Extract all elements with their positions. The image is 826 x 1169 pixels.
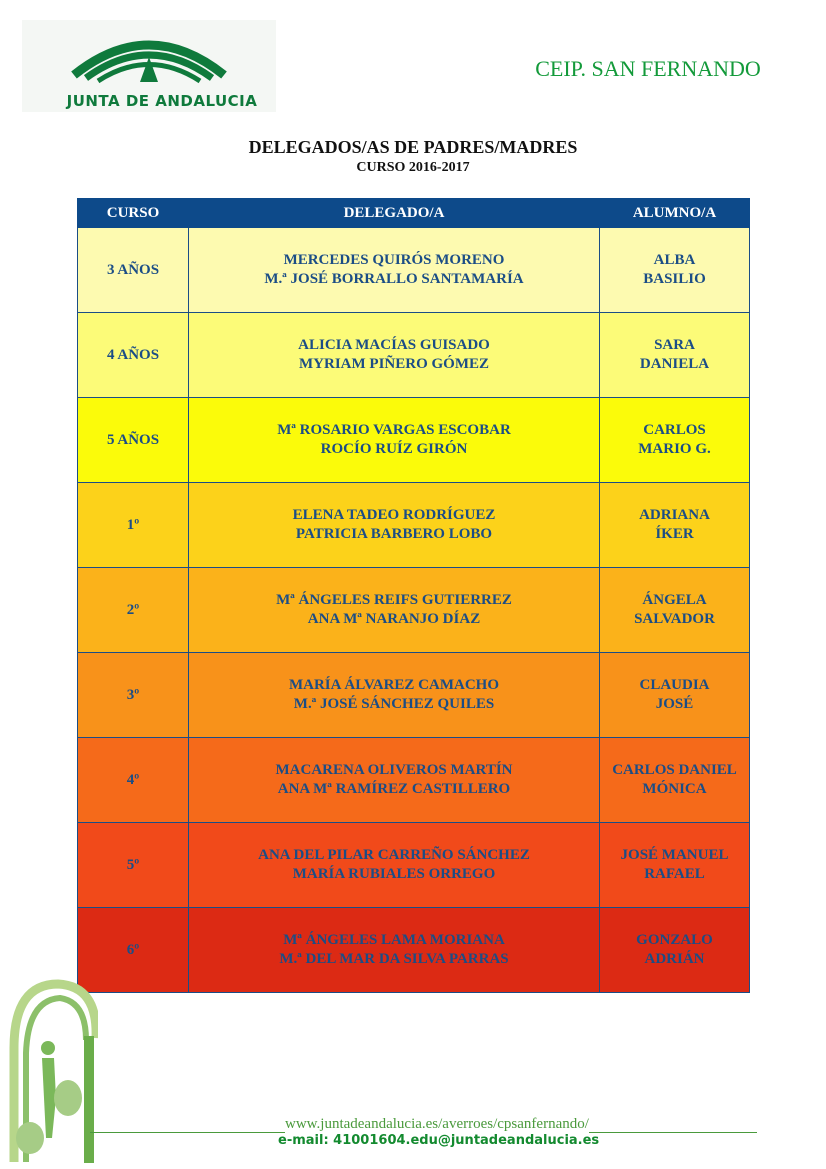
delegado-name: Mª ÁNGELES REIFS GUTIERREZ: [276, 592, 512, 608]
delegado-name: M.ª JOSÉ SÁNCHEZ QUILES: [293, 696, 495, 712]
document-title: DELEGADOS/AS DE PADRES/MADRES: [248, 137, 578, 157]
table-row: [78, 228, 750, 313]
school-name: CEIP. SAN FERNANDO: [535, 56, 761, 81]
alumno-name: ÁNGELA: [642, 592, 707, 608]
alumno-cell: [600, 568, 750, 653]
table-row: [78, 483, 750, 568]
delegado-cell: [189, 738, 600, 823]
column-header-delegado: DELEGADO/A: [189, 199, 600, 228]
alumno-name: SARA: [654, 337, 695, 353]
alumno-name: ÍKER: [655, 526, 694, 542]
curso-cell: 1º: [78, 483, 189, 568]
alumno-name: CARLOS: [643, 422, 706, 438]
alumno-cell: [600, 738, 750, 823]
alumno-cell: [600, 908, 750, 993]
delegado-name: ANA Mª RAMÍREZ CASTILLERO: [277, 781, 511, 797]
delegado-name: ALICIA MACÍAS GUISADO: [298, 337, 490, 353]
column-header-alumno: ALUMNO/A: [600, 199, 750, 228]
table-row: [78, 398, 750, 483]
delegado-name: Mª ROSARIO VARGAS ESCOBAR: [277, 422, 511, 438]
delegado-name: ANA DEL PILAR CARREÑO SÁNCHEZ: [258, 847, 530, 863]
delegado-name: MARÍA ÁLVAREZ CAMACHO: [288, 677, 500, 693]
table-row: [78, 823, 750, 908]
delegado-name: M.ª JOSÉ BORRALLO SANTAMARÍA: [264, 271, 524, 287]
table-row: [78, 313, 750, 398]
footer-url-text[interactable]: www.juntadeandalucia.es/averroes/cpsanfernando/: [285, 1116, 589, 1132]
alumno-cell: [600, 228, 750, 313]
delegado-name: ANA Mª NARANJO DÍAZ: [307, 611, 481, 627]
alumno-name: MARIO G.: [638, 441, 711, 457]
delegado-name: ROCÍO RUÍZ GIRÓN: [320, 441, 468, 457]
delegado-cell: [189, 908, 600, 993]
alumno-name: RAFAEL: [644, 866, 705, 882]
delegado-name: ELENA TADEO RODRÍGUEZ: [292, 507, 496, 523]
alumno-name: SALVADOR: [634, 611, 715, 627]
delegado-cell: [189, 398, 600, 483]
delegado-name: M.ª DEL MAR DA SILVA PARRAS: [279, 951, 509, 967]
delegado-cell: [189, 823, 600, 908]
delegado-name: MYRIAM PIÑERO GÓMEZ: [299, 356, 489, 372]
alumno-cell: [600, 398, 750, 483]
alumno-name: MÓNICA: [642, 781, 707, 797]
curso-cell: 3 AÑOS: [78, 228, 189, 313]
curso-cell: 6º: [78, 908, 189, 993]
alumno-name: BASILIO: [643, 271, 706, 287]
table-row: [78, 568, 750, 653]
logo-text: JUNTA DE ANDALUCIA: [66, 92, 258, 110]
column-header-curso: CURSO: [78, 199, 189, 228]
delegado-name: MARÍA RUBIALES ORREGO: [292, 866, 496, 882]
alumno-name: ALBA: [653, 252, 696, 268]
alumno-name: DANIELA: [639, 356, 710, 372]
footer-url[interactable]: [90, 1116, 790, 1133]
delegado-cell: [189, 568, 600, 653]
delegado-cell: [189, 483, 600, 568]
curso-cell: 4 AÑOS: [78, 313, 189, 398]
alumno-cell: [600, 823, 750, 908]
curso-cell: 3º: [78, 653, 189, 738]
table-row: [78, 738, 750, 823]
delegado-name: MACARENA OLIVEROS MARTÍN: [275, 762, 513, 778]
footer-email[interactable]: e-mail: 41001604.edu@juntadeandalucia.es: [278, 1133, 600, 1148]
table-row: [78, 653, 750, 738]
delegado-name: PATRICIA BARBERO LOBO: [295, 526, 493, 542]
alumno-name: GONZALO: [636, 932, 713, 948]
junta-andalucia-logo: [22, 20, 276, 112]
alumno-name: ADRIANA: [639, 507, 710, 523]
footer-rule-left: [90, 1131, 285, 1133]
hercules-lions-emblem-icon: [8, 978, 98, 1163]
curso-cell: 5 AÑOS: [78, 398, 189, 483]
alumno-name: CARLOS DANIEL: [612, 762, 737, 778]
curso-cell: 4º: [78, 738, 189, 823]
alumno-name: CLAUDIA: [639, 677, 710, 693]
table-header-row: [78, 199, 750, 228]
alumno-name: JOSÉ MANUEL: [620, 847, 729, 863]
delegado-cell: [189, 653, 600, 738]
footer-rule-right: [589, 1131, 757, 1133]
delegado-name: Mª ÁNGELES LAMA MORIANA: [283, 932, 505, 948]
table-row: [78, 908, 750, 993]
alumno-cell: [600, 483, 750, 568]
alumno-name: JOSÉ: [655, 696, 694, 712]
curso-cell: 5º: [78, 823, 189, 908]
delegado-cell: [189, 228, 600, 313]
document-subtitle: CURSO 2016-2017: [356, 160, 470, 175]
curso-cell: 2º: [78, 568, 189, 653]
alumno-cell: [600, 313, 750, 398]
delegates-table: [77, 198, 750, 993]
delegado-cell: [189, 313, 600, 398]
alumno-cell: [600, 653, 750, 738]
alumno-name: ADRIÁN: [644, 951, 705, 967]
delegado-name: MERCEDES QUIRÓS MORENO: [283, 252, 505, 268]
